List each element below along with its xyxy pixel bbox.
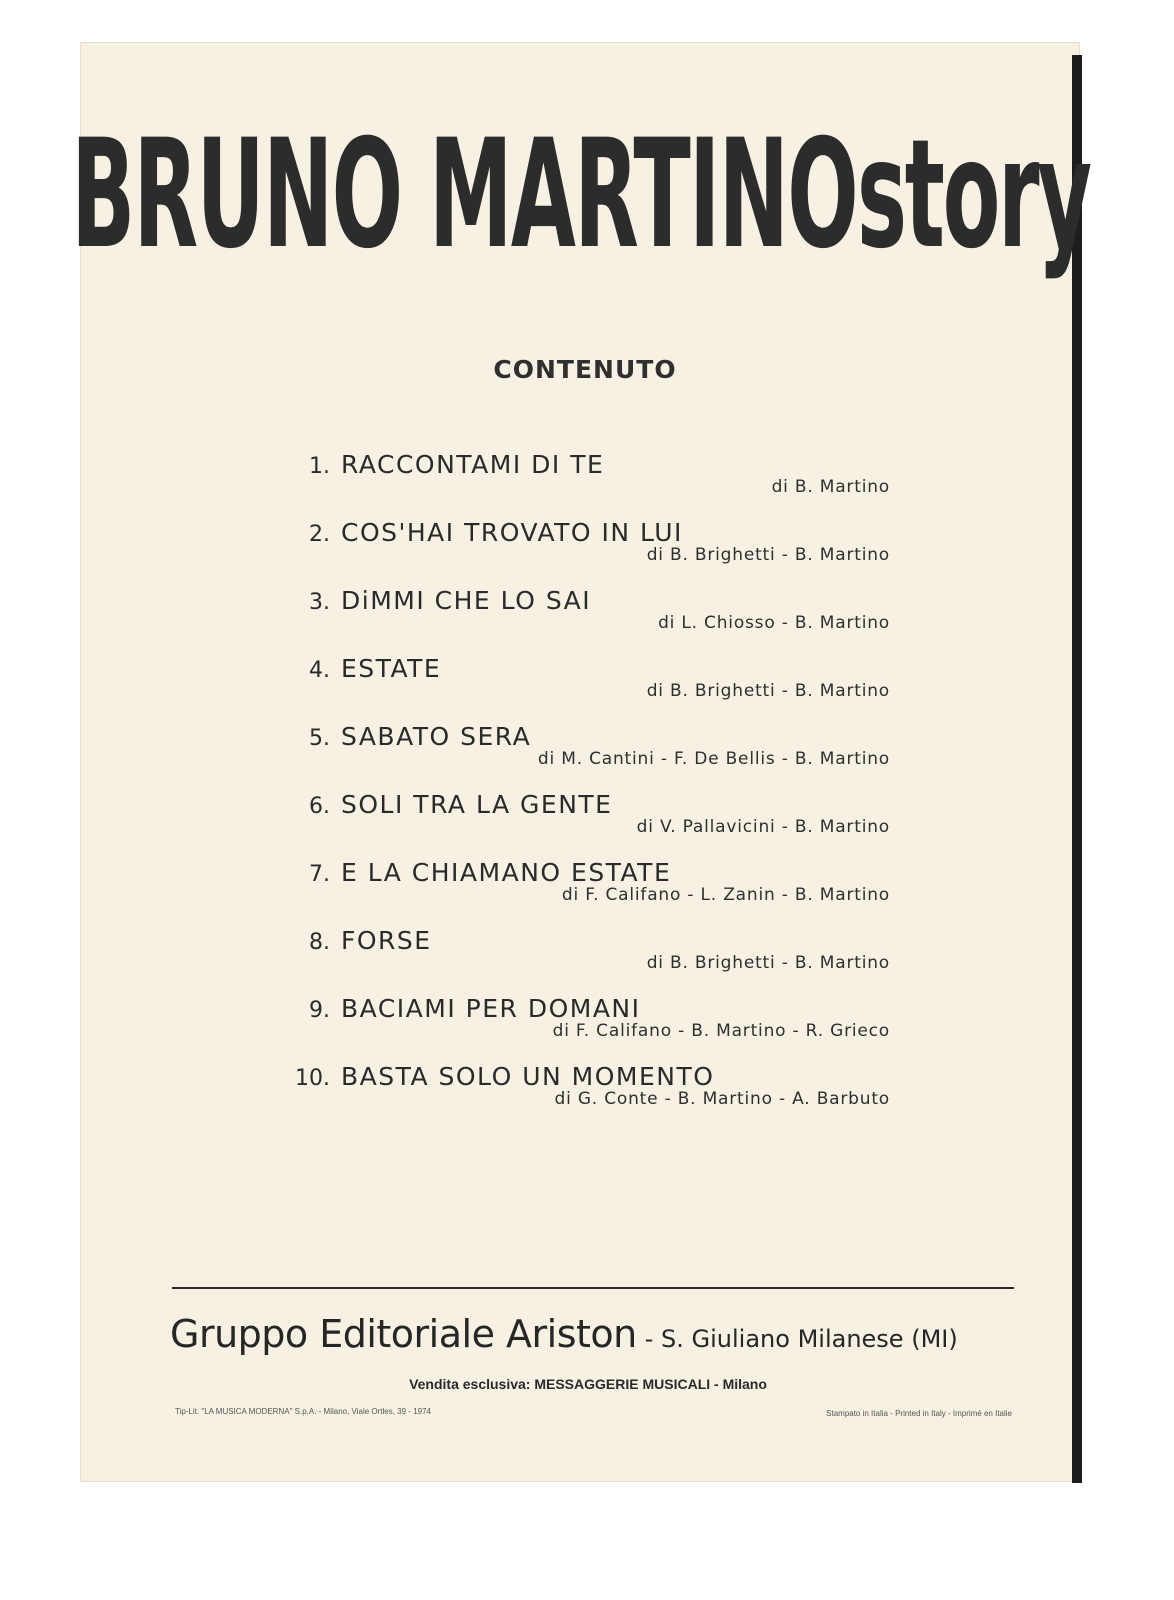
song-title: ESTATE bbox=[341, 654, 442, 683]
song-title: COS'HAI TROVATO IN LUI bbox=[341, 518, 683, 547]
printer-note: Tip-Lit. "LA MUSICA MODERNA" S.p.A. - Milano, Viale Ortles, 39 - 1974 bbox=[175, 1407, 431, 1416]
toc-item bbox=[280, 786, 890, 854]
divider-rule bbox=[172, 1287, 1014, 1289]
song-credit: di V. Pallavicini - B. Martino bbox=[636, 817, 890, 837]
song-title: BACIAMI PER DOMANI bbox=[341, 994, 641, 1023]
song-number: 9. bbox=[309, 998, 330, 1023]
toc-item bbox=[280, 514, 890, 582]
song-credit: di B. Brighetti - B. Martino bbox=[646, 545, 890, 565]
publisher-line bbox=[170, 1312, 1020, 1356]
toc-item bbox=[280, 922, 890, 990]
song-number: 8. bbox=[309, 930, 330, 955]
toc-item bbox=[280, 1058, 890, 1126]
toc-item bbox=[280, 582, 890, 650]
song-number: 3. bbox=[309, 590, 330, 615]
title-suffix: story bbox=[856, 108, 1090, 282]
song-title: SOLI TRA LA GENTE bbox=[341, 790, 613, 819]
song-number: 10. bbox=[295, 1066, 330, 1091]
cover-title bbox=[70, 100, 1090, 282]
table-of-contents bbox=[280, 446, 890, 1126]
song-number: 4. bbox=[309, 658, 330, 683]
song-credit: di B. Martino bbox=[771, 477, 890, 497]
song-number: 5. bbox=[309, 726, 330, 751]
song-credit: di F. Califano - L. Zanin - B. Martino bbox=[561, 885, 890, 905]
song-title: SABATO SERA bbox=[341, 722, 532, 751]
song-title: DiMMI CHE LO SAI bbox=[341, 586, 592, 615]
song-credit: di B. Brighetti - B. Martino bbox=[646, 953, 890, 973]
publisher-place: - S. Giuliano Milanese (MI) bbox=[644, 1325, 958, 1353]
song-credit: di F. Califano - B. Martino - R. Grieco bbox=[552, 1021, 890, 1041]
song-credit: di L. Chiosso - B. Martino bbox=[658, 613, 890, 633]
song-number: 1. bbox=[309, 454, 330, 479]
song-title: E LA CHIAMANO ESTATE bbox=[341, 858, 672, 887]
song-title: RACCONTAMI DI TE bbox=[341, 450, 605, 479]
title-text bbox=[70, 108, 1090, 282]
song-number: 6. bbox=[309, 794, 330, 819]
toc-item bbox=[280, 854, 890, 922]
toc-item bbox=[280, 718, 890, 786]
toc-item bbox=[280, 990, 890, 1058]
printed-in-note: Stampato in Italia - Printed in Italy - Imprimé en Italie bbox=[826, 1409, 1012, 1418]
contents-heading: CONTENUTO bbox=[493, 355, 677, 384]
toc-item bbox=[280, 446, 890, 514]
song-title: FORSE bbox=[341, 926, 432, 955]
song-number: 2. bbox=[309, 522, 330, 547]
toc-item bbox=[280, 650, 890, 718]
title-artist: BRUNO MARTINO bbox=[70, 108, 857, 282]
publisher-name: Gruppo Editoriale Ariston bbox=[170, 1312, 637, 1356]
song-title: BASTA SOLO UN MOMENTO bbox=[341, 1062, 715, 1091]
exclusive-distribution: Vendita esclusiva: MESSAGGERIE MUSICALI - Milano bbox=[409, 1376, 767, 1392]
song-credit: di B. Brighetti - B. Martino bbox=[646, 681, 890, 701]
song-number: 7. bbox=[309, 862, 330, 887]
song-credit: di G. Conte - B. Martino - A. Barbuto bbox=[554, 1089, 890, 1109]
song-credit: di M. Cantini - F. De Bellis - B. Martino bbox=[537, 749, 890, 769]
